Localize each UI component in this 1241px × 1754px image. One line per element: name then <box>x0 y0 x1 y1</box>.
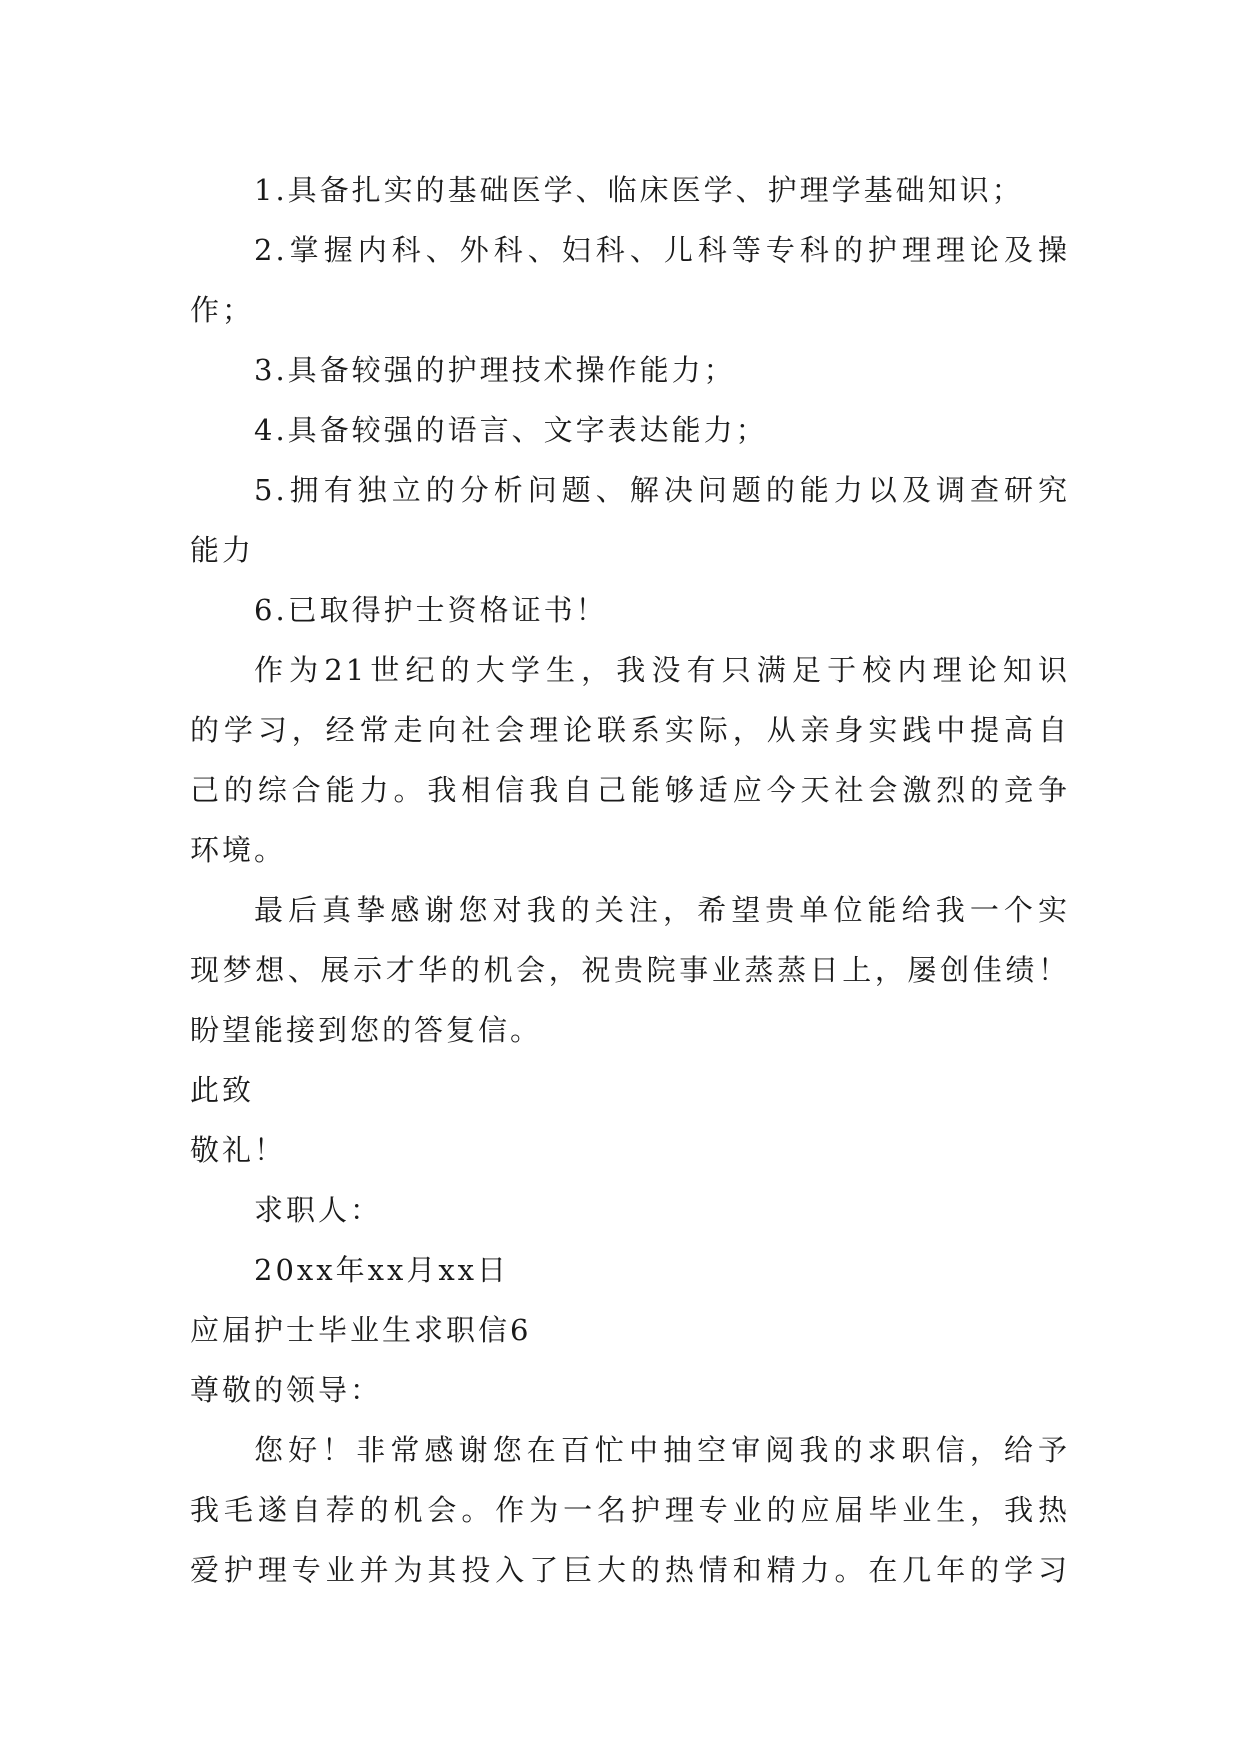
closing-regards: 敬礼！ <box>190 1133 287 1167</box>
paragraph-line: 最后真挚感谢您对我的关注，希望贵单位能给我一个实 <box>254 893 1070 927</box>
paragraph-line: 现梦想、展示才华的机会，祝贵院事业蒸蒸日上，屡创佳绩！ <box>190 953 1070 987</box>
paragraph-line: 我毛遂自荐的机会。作为一名护理专业的应届毕业生，我热 <box>190 1493 1070 1527</box>
signature-applicant: 求职人： <box>254 1193 383 1227</box>
closing-salutation: 此致 <box>190 1073 255 1107</box>
list-item-4: 4.具备较强的语言、文字表达能力； <box>254 413 768 447</box>
list-item-1: 1.具备扎实的基础医学、临床医学、护理学基础知识； <box>254 173 1024 207</box>
paragraph-line: 爱护理专业并为其投入了巨大的热情和精力。在几年的学习 <box>190 1553 1070 1587</box>
paragraph-line: 环境。 <box>190 833 287 867</box>
list-item-3: 3.具备较强的护理技术操作能力； <box>254 353 736 387</box>
list-item-5-continued: 能力 <box>190 533 255 567</box>
section-title: 应届护士毕业生求职信6 <box>190 1313 532 1347</box>
list-item-6: 6.已取得护士资格证书！ <box>254 593 608 627</box>
letter-greeting: 尊敬的领导： <box>190 1373 383 1407</box>
document-body <box>190 160 1070 1600</box>
signature-date: 20xx年xx月xx日 <box>254 1253 510 1287</box>
list-item-2: 2.掌握内科、外科、妇科、儿科等专科的护理理论及操 <box>254 233 1070 267</box>
list-item-5: 5.拥有独立的分析问题、解决问题的能力以及调查研究 <box>254 473 1070 507</box>
paragraph-line: 盼望能接到您的答复信。 <box>190 1013 543 1047</box>
paragraph-line: 您好！非常感谢您在百忙中抽空审阅我的求职信，给予 <box>254 1433 1070 1467</box>
paragraph-line: 的学习，经常走向社会理论联系实际，从亲身实践中提高自 <box>190 713 1070 747</box>
paragraph-line: 己的综合能力。我相信我自己能够适应今天社会激烈的竞争 <box>190 773 1070 807</box>
paragraph-line: 作为21世纪的大学生，我没有只满足于校内理论知识 <box>254 653 1070 687</box>
list-item-2-continued: 作； <box>190 293 255 327</box>
